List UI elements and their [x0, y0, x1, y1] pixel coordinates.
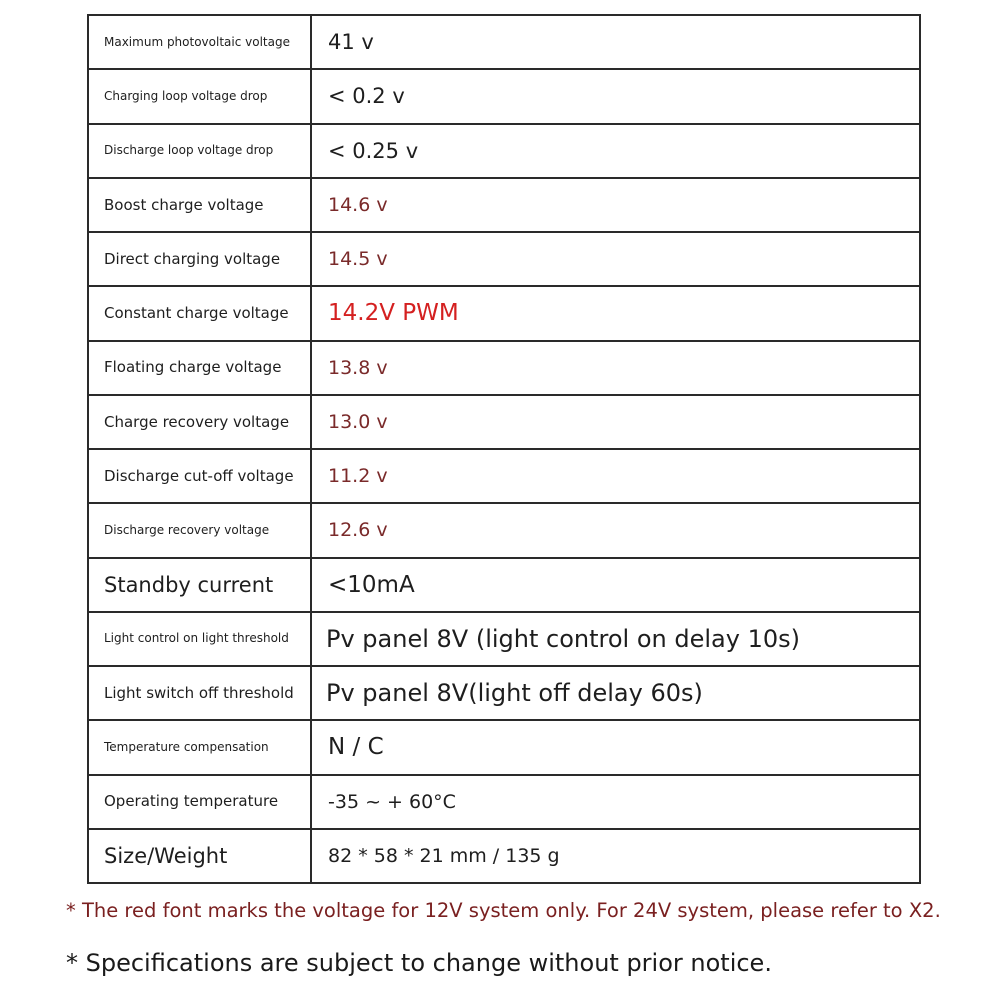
spec-value: -35 ~ + 60°C	[311, 775, 920, 829]
disclaimer-note: * Specifications are subject to change without prior notice.	[66, 949, 772, 977]
spec-label: Operating temperature	[88, 775, 311, 829]
spec-value: Pv panel 8V (light control on delay 10s)	[311, 612, 920, 666]
table-row	[88, 666, 920, 720]
table-row	[88, 69, 920, 123]
table-row	[88, 286, 920, 340]
spec-value: 41 v	[311, 15, 920, 69]
spec-value: 82 * 58 * 21 mm / 135 g	[311, 829, 920, 883]
spec-table	[87, 14, 921, 884]
spec-value: 14.5 v	[311, 232, 920, 286]
spec-label: Floating charge voltage	[88, 341, 311, 395]
spec-value: 14.6 v	[311, 178, 920, 232]
spec-label: Temperature compensation	[88, 720, 311, 774]
spec-label: Discharge cut-off voltage	[88, 449, 311, 503]
spec-value: 12.6 v	[311, 503, 920, 557]
spec-value: <10mA	[311, 558, 920, 612]
spec-label: Light control on light threshold	[88, 612, 311, 666]
spec-label: Discharge loop voltage drop	[88, 124, 311, 178]
spec-label: Light switch off threshold	[88, 666, 311, 720]
spec-value: < 0.2 v	[311, 69, 920, 123]
table-row	[88, 829, 920, 883]
table-row	[88, 124, 920, 178]
spec-value-highlight: 14.2V PWM	[311, 286, 920, 340]
spec-label: Discharge recovery voltage	[88, 503, 311, 557]
spec-value: 11.2 v	[311, 449, 920, 503]
spec-label: Constant charge voltage	[88, 286, 311, 340]
spec-label: Charge recovery voltage	[88, 395, 311, 449]
table-row	[88, 612, 920, 666]
table-row	[88, 395, 920, 449]
spec-label: Maximum photovoltaic voltage	[88, 15, 311, 69]
table-row	[88, 775, 920, 829]
table-row	[88, 503, 920, 557]
table-row	[88, 178, 920, 232]
table-row	[88, 449, 920, 503]
table-row	[88, 720, 920, 774]
spec-value: < 0.25 v	[311, 124, 920, 178]
spec-value: Pv panel 8V(light off delay 60s)	[311, 666, 920, 720]
spec-label: Charging loop voltage drop	[88, 69, 311, 123]
spec-label: Size/Weight	[88, 829, 311, 883]
red-font-note: * The red font marks the voltage for 12V system only. For 24V system, please refer to X2.	[66, 899, 941, 922]
table-row	[88, 232, 920, 286]
spec-value: 13.8 v	[311, 341, 920, 395]
table-row	[88, 341, 920, 395]
spec-label: Standby current	[88, 558, 311, 612]
table-row	[88, 15, 920, 69]
spec-label: Direct charging voltage	[88, 232, 311, 286]
spec-label: Boost charge voltage	[88, 178, 311, 232]
table-row	[88, 558, 920, 612]
spec-value: 13.0 v	[311, 395, 920, 449]
spec-value: N / C	[311, 720, 920, 774]
